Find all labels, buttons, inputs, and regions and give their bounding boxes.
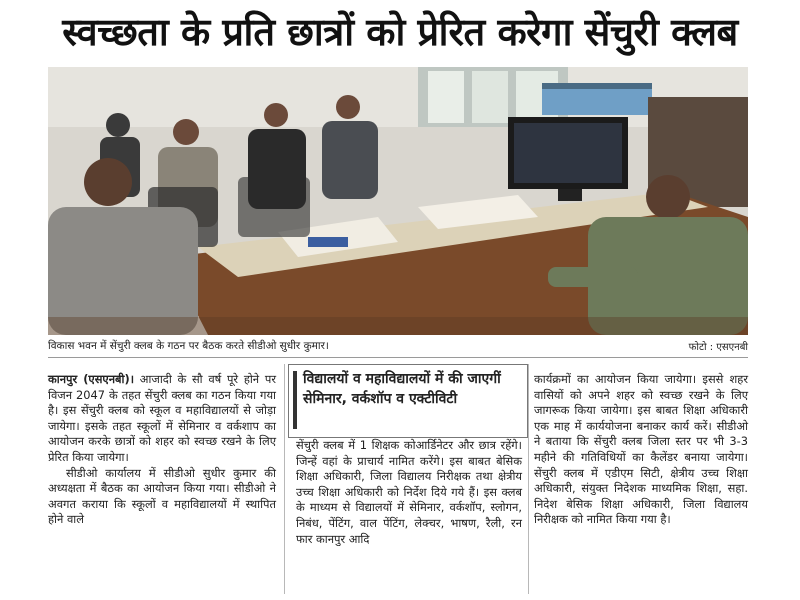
headline: स्वच्छता के प्रति छात्रों को प्रेरित करेगा सेंचुरी क्लब [62,10,738,54]
photo-caption: विकास भवन में सेंचुरी क्लब के गठन पर बैठक करते सीडीओ सुधीर कुमार। [48,340,329,352]
column-divider-1 [284,364,285,594]
article-column-3 [534,372,748,528]
column-divider-2 [528,364,529,594]
article-column-2 [296,438,522,547]
subhead-accent-bar [293,371,297,429]
column-1-paragraph-1 [48,372,276,466]
subhead-box [288,364,528,438]
meeting-photo-illustration [48,67,748,335]
subhead: विद्यालयों व महाविद्यालयों में की जाएगीं सेमिनार, वर्कशॉप व एक्टीविटी [303,371,501,407]
column-2-paragraph-1: सेंचुरी क्लब में 1 शिक्षक कोआर्डिनेटर और छात्र रहेंगे। जिन्हें वहां के प्राचार्य नामित करेंगे। इस बाबत बेसिक शिक्षा अधिकारी, जिला विद्यालय निरीक्षक तथा क्षेत्रीय उच्च शिक्षा अधिकारी को निर्देश दिये गये हैं। इस क्लब के माध्यम से विद्यालयों में सेमिनार, वर्कशॉप, स्लोगन, निबंध, पेंटिंग, वाल पेंटिंग, लेक्चर, भाषण, रैली, रन फार कानपुर आदि [296,438,522,546]
meeting-photo [48,67,748,335]
dateline: कानपुर (एसएनबी)। [48,372,135,386]
column-1-text-1: आजादी के सौ वर्ष पूरे होने पर विजन 2047 के तहत सेंचुरी क्लब का गठन किया गया है। इस सेंचुरी क्लब को स्कूल व महाविद्यालयों से जोड़ा जायेगा। इसके तहत स्कूलों में सेमिनार व वर्कशाप का आयोजन करके छात्रों को शहर को स्वच्छ रखने के लिए प्रेरित किया जायेगा। [48,372,276,464]
photo-caption-bar [48,337,748,355]
column-1-paragraph-2: सीडीओ कार्यालय में सीडीओ सुधीर कुमार की अध्यक्षता में बैठक का आयोजन किया गया। सीडीओ ने अवगत कराया कि स्कूलों व महाविद्यालयों में स्थापित होने वाले [48,465,276,527]
photo-credit: फोटो : एसएनबी [688,342,748,353]
article-column-1 [48,372,276,528]
caption-divider [48,357,748,358]
column-3-paragraph-1: कार्यक्रमों का आयोजन किया जायेगा। इससे शहर वासियों को अपने शहर को स्वच्छ रखने के लिए जागरूक किया जायेगा। इस बाबत शिक्षा अधिकारी एक माह में कार्ययोजना बनाकर कार्य करें। सीडीओ ने बताया कि सेंचुरी क्लब जिला स्तर पर भी 3-3 महीने की गतिविधियों का कैलेंडर बनाया जायेगा। सेंचुरी क्लब में एडीएम सिटी, क्षेत्रीय उच्च शिक्षा अधिकारी, संयुक्त निदेशक माध्यमिक शिक्षा, सहा. निदेश बेसिक शिक्षा अधिकारी, जिला विद्यालय निरीक्षक को नामित किया गया है। [534,372,748,527]
